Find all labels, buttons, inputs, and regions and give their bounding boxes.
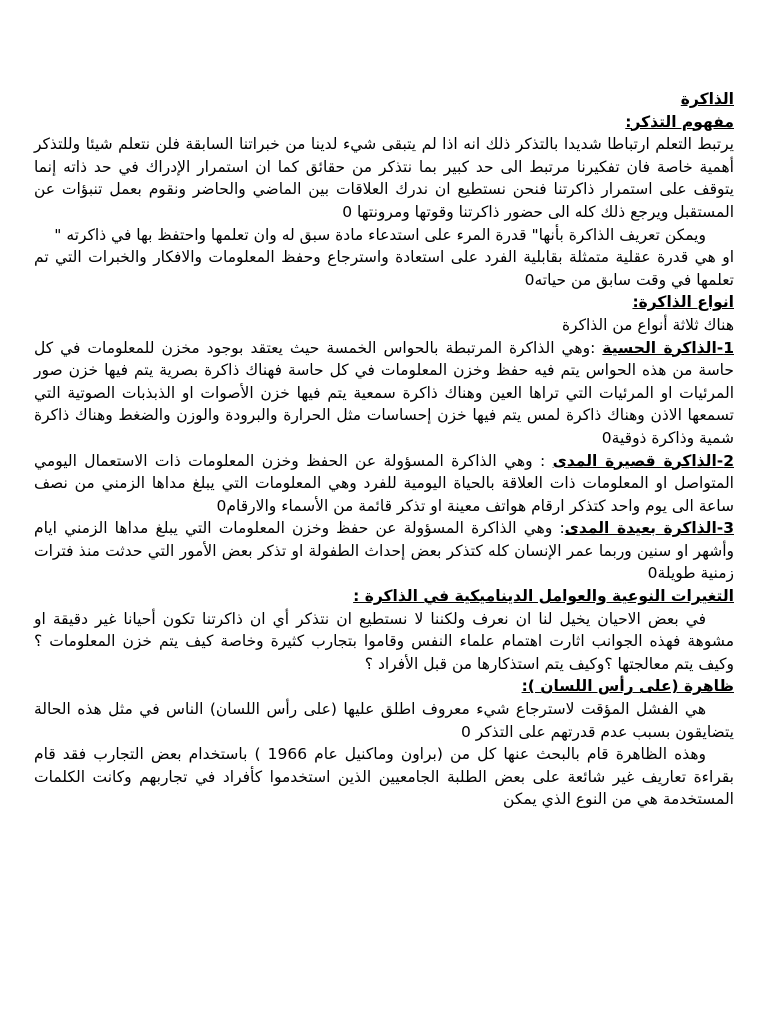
concept-paragraph-2: ويمكن تعريف الذاكرة بأنها" قدرة المرء على استدعاء مادة سبق له وان تعلمها واحتفظ بها في ذاكرته " bbox=[54, 225, 706, 244]
types-intro: هناك ثلاثة أنواع من الذاكرة bbox=[561, 315, 734, 334]
tip-of-tongue-paragraph-2: وهذه الظاهرة قام بالبحث عنها كل من (براون وماكنيل عام 1966 ) باستخدام بعض التجارب فقد قام بقراءة تعاريف غير شائعة على بعض الطلبة الجامعيين الذين استخدموا كأفراد في تجاربهم وكانت الكلمات المستخدمة هي من النوع الذي يمكن bbox=[34, 745, 734, 809]
short-term-memory-label: 2-الذاكرة قصيرة المدى bbox=[552, 451, 734, 470]
tip-of-tongue-heading: ظاهرة (على رأس اللسان ): bbox=[521, 677, 734, 696]
document-title: الذاكرة bbox=[680, 90, 734, 108]
tip-of-tongue-paragraph-1: هي الفشل المؤقت لاسترجاع شيء معروف اطلق عليها (على رأس اللسان) الناس في مثل هذه الحالة يتضايقون بسبب عدم قدرتهم على التذكر 0 bbox=[34, 700, 734, 741]
short-term-memory-paragraph bbox=[34, 450, 734, 518]
concept-heading: مفهوم التذكر: bbox=[625, 112, 734, 131]
concept-paragraph-3: او هي قدرة عقلية متمثلة بقابلية الفرد على استعادة واسترجاع وحفظ المعلومات والافكار والخبرات التي تم تعلمها في وقت سابق من حياته0 bbox=[34, 248, 734, 289]
long-term-memory-text: : وهي الذاكرة المسؤولة عن حفظ وخزن المعلومات التي يبلغ مداها الزمني ايام وأشهر او سنين وربما عمر الإنسان كله كتذكر بعض إحداث الطفولة او تذكر بعض الأمور التي حدثت منذ فترات زمنية طويلة0 bbox=[34, 519, 734, 583]
document-page bbox=[34, 88, 734, 811]
sensory-memory-text: :وهي الذاكرة المرتبطة بالحواس الخمسة حيث يعتقد بوجود مخزن للمعلومات في كل حاسة من هذه الحواس يتم فيه حفظ وخزن المعلومات في كل حاسة فهناك ذاكرة بصرية يتم فيها خزن صور المرئيات او المرئيات التي تراها العين وهناك ذاكرة سمعية يتم فيها خزن الأصوات او الذبذبات الصوتية التي تسمعها الاذن وهناك ذاكرة لمس يتم فيها خزن إحساسات مثل الحرارة والبرودة والوزن والضغط وهناك ذاكرة شمية وذاكرة ذوقية0 bbox=[34, 338, 734, 447]
changes-heading: التغيرات النوعية والعوامل الديناميكية في الذاكرة : bbox=[353, 587, 734, 606]
short-term-memory-text: : وهي الذاكرة المسؤولة عن الحفظ وخزن المعلومات ذات الاستعمال اليومي المتواصل او المعلومات ذات العلاقة بالحياة اليومية للفرد وهي المعلومات التي يبلغ مداها الزمني من نصف ساعة الى يوم واحد كتذكر ارقام هواتف معينة او تذكر قائمة من الأسماء والارقام0 bbox=[34, 451, 734, 515]
sensory-memory-paragraph bbox=[34, 337, 734, 450]
concept-paragraph-1: يرتبط التعلم ارتباطا شديدا بالتذكر ذلك انه اذا لم يتبقى شيء لدينا من خبراتنا السابقة فلن نتعلم شيئا وللتذكر أهمية خاصة فان تفكيرنا مرتبط الى حد كبير بما نتذكر من حقائق كما ان استمرار الإدراك في حد ذاته إنما يتوقف على استمرار ذاكرتنا فنحن نستطيع ان ندرك العلاقات بين الماضي والحاضر ونقوم بعمل تنبؤات عن المستقبل ويرجع ذلك كله الى حضور ذاكرتنا وقوتها ومرونتها 0 bbox=[34, 135, 734, 221]
changes-paragraph: في بعض الاحيان يخيل لنا ان نعرف ولكننا لا نستطيع ان نتذكر أي ان ذاكرتنا تكون أحيانا غير دقيقة او مشوهة فهذه الجوانب اثارت اهتمام علماء النفس وقاموا بتجارب كثيرة وخاصة كيف يتم خزن المعلومات ؟وكيف يتم معالجتها ؟وكيف يتم استذكارها من قبل الأفراد ؟ bbox=[34, 609, 734, 673]
long-term-memory-paragraph bbox=[34, 517, 734, 585]
types-heading: انواع الذاكرة: bbox=[632, 293, 734, 312]
long-term-memory-label: 3-الذاكرة بعيدة المدى bbox=[564, 519, 734, 538]
sensory-memory-label: 1-الذاكرة الحسية bbox=[602, 338, 734, 357]
